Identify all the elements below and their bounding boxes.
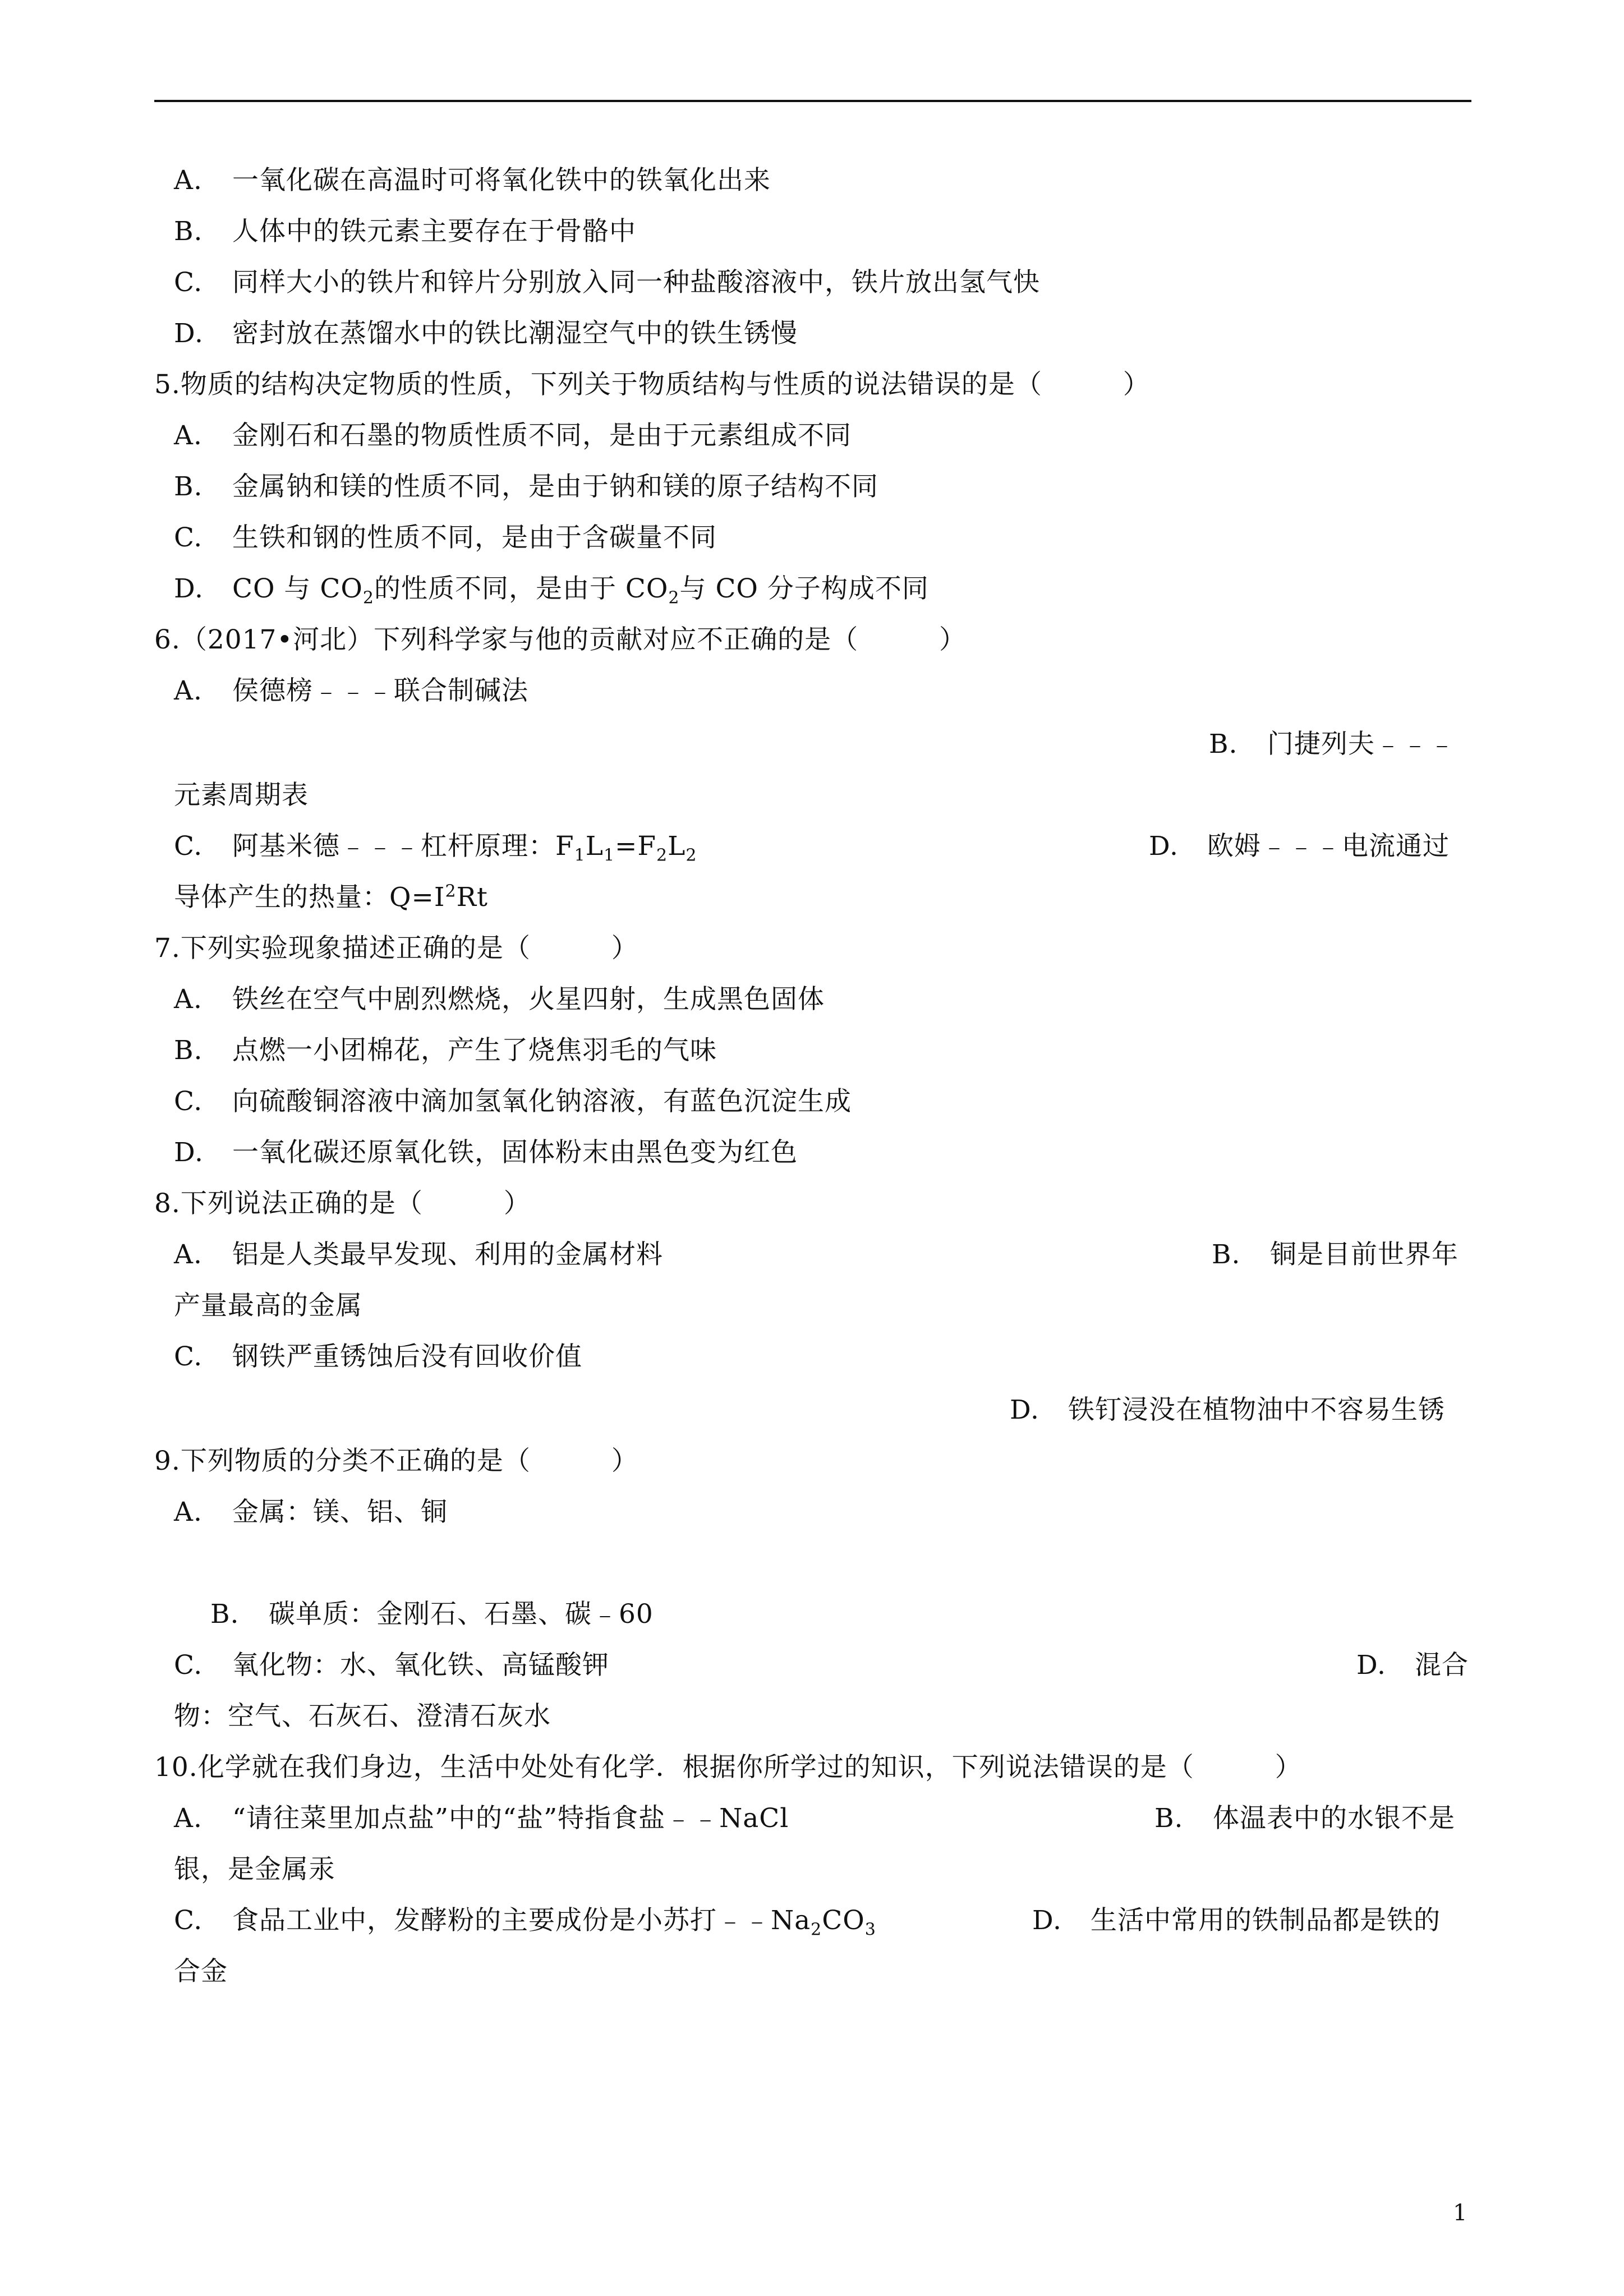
q10-option-d: D. 生活中常用的铁制品都是铁的 (1032, 1905, 1441, 1936)
q9-stem: 9.下列物质的分类不正确的是（ ） (154, 1446, 638, 1476)
q10-option-d-cont: 合金 (174, 1956, 228, 1987)
q8-option-b-cont: 产量最高的金属 (174, 1290, 362, 1321)
q8-option-c: C. 钢铁严重锈蚀后没有回收价值 (174, 1341, 582, 1372)
q9-option-c: C. 氧化物：水、氧化铁、高锰酸钾 (174, 1650, 609, 1681)
q5-option-b: B. 金属钠和镁的性质不同，是由于钠和镁的原子结构不同 (174, 471, 878, 502)
q8-option-b: B. 铜是目前世界年 (1212, 1239, 1459, 1270)
q7-stem: 7.下列实验现象描述正确的是（ ） (154, 933, 638, 964)
q10-stem: 10.化学就在我们身边，生活中处处有化学．根据你所学过的知识，下列说法错误的是（ ） (154, 1752, 1302, 1783)
q9-option-d: D. 混合 (1356, 1650, 1469, 1681)
q5-option-c: C. 生铁和钢的性质不同，是由于含碳量不同 (174, 522, 717, 553)
q5-option-a: A. 金刚石和石墨的物质性质不同，是由于元素组成不同 (174, 420, 852, 451)
q9-option-a: A. 金属：镁、铝、铜 (174, 1497, 448, 1527)
q7-option-b: B. 点燃一小团棉花，产生了烧焦羽毛的气味 (174, 1035, 717, 1066)
q10-option-b-cont: 银，是金属汞 (174, 1854, 335, 1885)
q10-option-b: B. 体温表中的水银不是 (1154, 1803, 1455, 1834)
q10-option-a: A. “请往菜里加点盐”中的“盐”特指食盐﹣﹣NaCl (174, 1803, 789, 1834)
q6-option-c: C. 阿基米德﹣﹣﹣杠杆原理：$F_1L_1=F_2L_2$ (174, 831, 697, 866)
q9-option-b: B. 碳单质：金刚石、石墨、碳﹣60 (210, 1599, 654, 1630)
q6-stem: 6.（2017•河北）下列科学家与他的贡献对应不正确的是（ ） (154, 624, 967, 655)
q4-option-c: C. 同样大小的铁片和锌片分别放入同一种盐酸溶液中，铁片放出氢气快 (174, 267, 1040, 298)
q4-option-a: A. 一氧化碳在高温时可将氧化铁中的铁氧化出来 (174, 165, 771, 196)
q6-option-d: D. 欧姆﹣﹣﹣电流通过 (1149, 831, 1450, 862)
q7-option-d: D. 一氧化碳还原氧化铁，固体粉末由黑色变为红色 (174, 1137, 798, 1168)
q10-option-c: C. 食品工业中，发酵粉的主要成份是小苏打$﹣﹣Na_2CO_3$ (174, 1905, 876, 1940)
q6-option-a: A. 侯德榜﹣﹣﹣联合制碱法 (174, 675, 528, 706)
q6-option-b-cont: 元素周期表 (174, 780, 309, 811)
q9-option-d-cont: 物：空气、石灰石、澄清石灰水 (174, 1701, 551, 1732)
q7-option-c: C. 向硫酸铜溶液中滴加氢氧化钠溶液，有蓝色沉淀生成 (174, 1086, 852, 1117)
q5-stem: 5.物质的结构决定物质的性质，下列关于物质结构与性质的说法错误的是（ ） (154, 369, 1150, 400)
q4-option-d: D. 密封放在蒸馏水中的铁比潮湿空气中的铁生锈慢 (174, 318, 798, 349)
q7-option-a: A. 铁丝在空气中剧烈燃烧，火星四射，生成黑色固体 (174, 984, 825, 1015)
q4-option-b: B. 人体中的铁元素主要存在于骨骼中 (174, 216, 636, 247)
q6-option-d-cont: 导体产生的热量：$Q=I^2Rt$ (174, 881, 488, 913)
page-number: 1 (1453, 2200, 1467, 2226)
header-rule (154, 100, 1471, 102)
q5-option-d: D. CO 与 $CO_2$的性质不同，是由于 $CO_2$与 CO 分子构成不同 (174, 573, 929, 608)
q8-option-a: A. 铝是人类最早发现、利用的金属材料 (174, 1239, 663, 1270)
q8-option-d: D. 铁钉浸没在植物油中不容易生锈 (1010, 1395, 1445, 1425)
q6-option-b: B. 门捷列夫﹣﹣﹣ (1209, 729, 1456, 760)
q8-stem: 8.下列说法正确的是（ ） (154, 1188, 531, 1219)
